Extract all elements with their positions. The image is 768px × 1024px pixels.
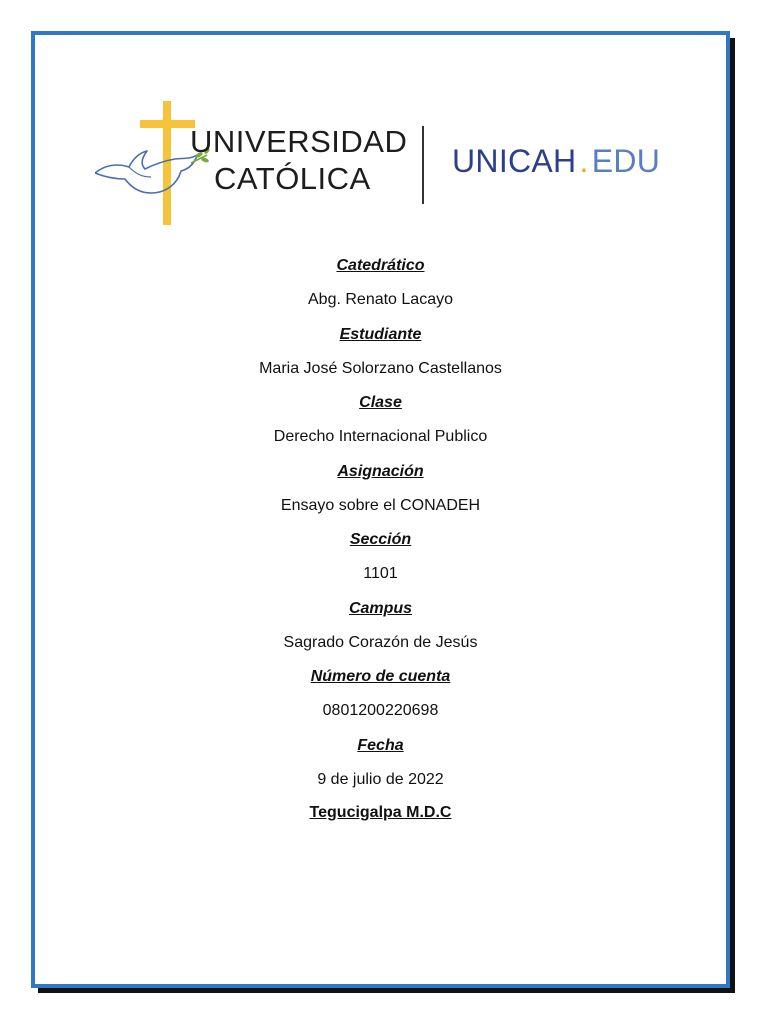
entry-numero-de-cuenta	[35, 662, 726, 731]
entry-value: Abg. Renato Lacayo	[308, 291, 453, 308]
entry-heading: Campus	[348, 599, 413, 617]
university-name-line2: CATÓLICA	[214, 161, 371, 196]
entry-heading: Número de cuenta	[310, 668, 451, 685]
entry-seccion	[35, 525, 726, 594]
entry-fecha	[35, 731, 726, 800]
entry-value: 9 de julio de 2022	[317, 770, 444, 788]
cover-page	[31, 31, 730, 988]
entry-heading: Fecha	[357, 736, 404, 754]
entry-value: Maria José Solorzano Castellanos	[259, 359, 502, 377]
location-footer: Tegucigalpa M.D.C	[309, 804, 452, 821]
entry-asignacion	[35, 457, 726, 526]
entry-clase	[35, 388, 726, 457]
entry-value: Ensayo sobre el CONADEH	[280, 496, 481, 514]
entry-value: Sagrado Corazón de Jesús	[283, 633, 478, 651]
entry-value: Derecho Internacional Publico	[273, 428, 488, 445]
unicah-edu-wordmark	[452, 143, 660, 180]
entry-heading: Asignación	[337, 462, 424, 480]
entry-estudiante	[35, 320, 726, 389]
unicah-text: UNICAH	[452, 143, 577, 179]
entry-catedratico	[35, 251, 726, 320]
cover-info	[35, 251, 726, 828]
entry-value: 0801200220698	[322, 702, 439, 719]
entry-heading: Sección	[349, 531, 412, 548]
entry-heading: Catedrático	[336, 257, 425, 274]
unicah-dot: .	[579, 143, 589, 179]
university-name	[190, 123, 407, 197]
entry-heading: Estudiante	[339, 325, 422, 343]
entry-campus	[35, 594, 726, 663]
edu-text: EDU	[591, 143, 661, 179]
entry-value: 1101	[363, 565, 398, 582]
university-name-line1: UNIVERSIDAD	[190, 124, 408, 159]
university-logo	[95, 93, 665, 233]
entry-heading: Clase	[359, 394, 402, 411]
logo-divider	[422, 126, 424, 204]
